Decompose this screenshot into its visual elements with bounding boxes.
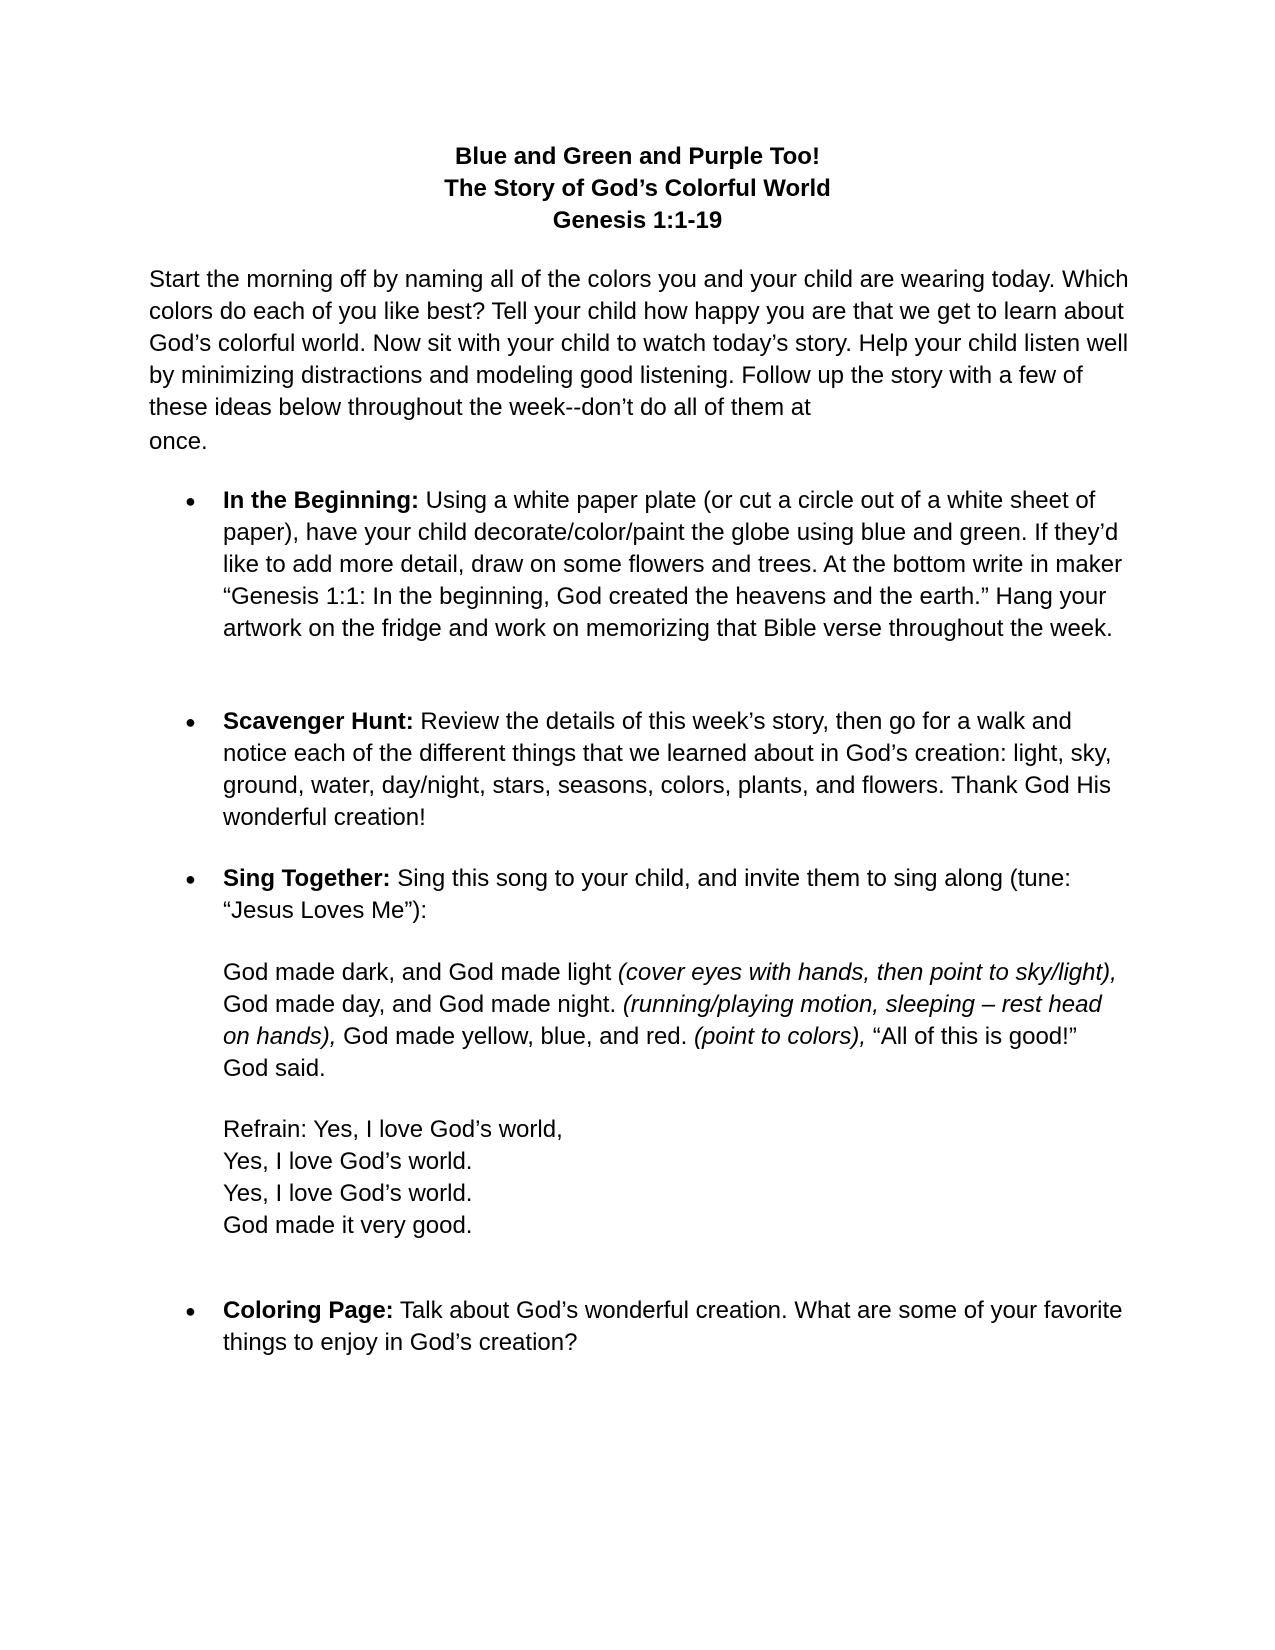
- song-verse-part: God made day, and God made night.: [223, 991, 623, 1018]
- activity-label: Scavenger Hunt:: [223, 708, 414, 735]
- activity-body: [223, 863, 1123, 927]
- song-refrain: [223, 1114, 1123, 1242]
- page-subtitle: The Story of God’s Colorful World: [444, 175, 831, 202]
- refrain-line: Yes, I love God’s world.: [223, 1148, 473, 1175]
- refrain-line: Refrain: Yes, I love God’s world,: [223, 1116, 563, 1143]
- song-verse-motion: (cover eyes with hands, then point to sky/light),: [617, 959, 1117, 986]
- intro-text-last: once.: [149, 428, 208, 455]
- activity-text: Sing this song to your child, and invite them to sing along (tune: “Jesus Loves Me”):: [223, 865, 1071, 924]
- page-title: Blue and Green and Purple Too!: [455, 143, 820, 170]
- song-verse: [223, 957, 1123, 1085]
- bullet-icon: ●: [185, 1301, 196, 1321]
- activity-label: In the Beginning:: [223, 487, 419, 514]
- activity-text: Review the details of this week’s story, then go for a walk and notice each of the different things that we learned about in God’s creation: light, sky, ground, water, day/night, stars, seasons, colors, plants, and flowers. Thank God His wonderful creation!: [223, 708, 1112, 831]
- song-verse-motion: (running/playing motion, sleeping – rest head on hands),: [223, 991, 1102, 1050]
- bullet-icon: ●: [185, 491, 196, 511]
- activity-label: Coloring Page:: [223, 1297, 394, 1324]
- intro-paragraph: [149, 264, 1134, 458]
- activity-body: [223, 706, 1123, 834]
- refrain-line: God made it very good.: [223, 1212, 473, 1239]
- song-verse-part: God made yellow, blue, and red.: [336, 1023, 694, 1050]
- song-verse-motion: (point to colors),: [693, 1023, 867, 1050]
- bullet-icon: ●: [185, 712, 196, 732]
- activity-body: [223, 485, 1123, 645]
- intro-text: Start the morning off by naming all of the colors you and your child are wearing today. Which colors do each of you like best? Tell your child how happy you are that we get to learn about God’s colorful world. Now sit with your child to watch today’s story. Help your child listen well by minimizing distractions and modeling good listening. Follow up the story with a few of these ideas below throughout the week--don’t do all of them at: [149, 266, 1129, 421]
- activity-text: Using a white paper plate (or cut a circle out of a white sheet of paper), have your child decorate/color/paint the globe using blue and green. If they’d like to add more detail, draw on some flowers and trees. At the bottom write in maker “Genesis 1:1: In the beginning, God created the heavens and the earth.” Hang your artwork on the fridge and work on memorizing that Bible verse throughout the week.: [223, 487, 1123, 642]
- activity-label: Sing Together:: [223, 865, 391, 892]
- scripture-reference: Genesis 1:1-19: [552, 207, 723, 234]
- bullet-icon: ●: [185, 869, 196, 889]
- activity-text: Talk about God’s wonderful creation. What are some of your favorite things to enjoy in God’s creation?: [223, 1297, 1123, 1356]
- refrain-line: Yes, I love God’s world.: [223, 1180, 473, 1207]
- song-verse-part: God made dark, and God made light: [223, 959, 618, 986]
- document-header: [0, 141, 1275, 237]
- song-verse-part: “All of this is good!” God said.: [223, 1023, 1077, 1082]
- activity-body: [223, 1295, 1123, 1359]
